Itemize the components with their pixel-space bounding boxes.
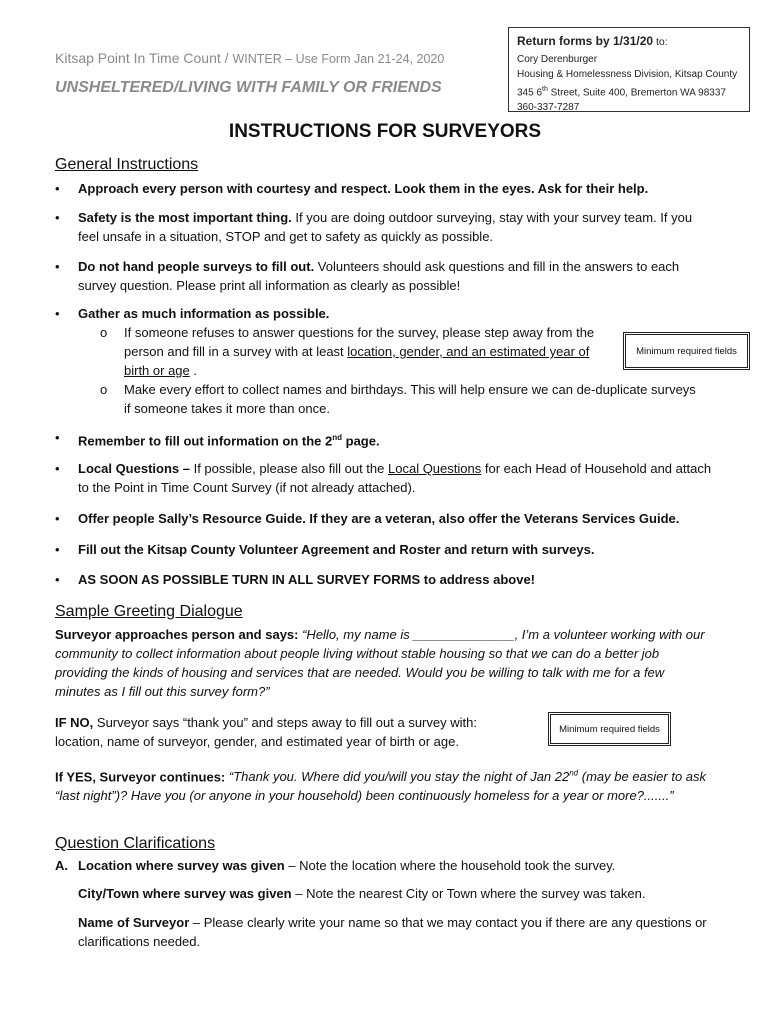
return-box-title: [517, 32, 741, 51]
if-yes-paragraph: [55, 764, 715, 805]
refusal-end: .: [189, 363, 197, 378]
greeting-script: “Hello, my name is ______________, I’m a volunteer working with our community to collect information about people living without stable housing so that we can do a better job providing the kinds of housing and services that are needed. Would you be willing to talk with me for a few minutes as I fill out this survey form?”: [55, 627, 705, 699]
refusal-text: If someone refuses to answer questions for the survey, please step away from the person and fill in a survey with at least: [124, 325, 595, 359]
street-number: 345 6: [517, 87, 543, 99]
form-header-title: [55, 50, 444, 66]
greeting-paragraph: [55, 625, 710, 701]
form-header-subtitle: UNSHELTERED/LIVING WITH FAMILY OR FRIENDS: [55, 79, 442, 96]
local-questions-bold: Local Questions –: [78, 461, 190, 476]
return-to-label: to:: [653, 36, 668, 48]
instruction-volunteer-agreement: Fill out the Kitsap County Volunteer Agreement and Roster and return with surveys.: [78, 542, 595, 557]
clarification-surveyor-name: [78, 913, 708, 951]
clarifications-heading: Question Clarifications: [55, 835, 216, 852]
if-no-bold: IF NO,: [55, 715, 94, 730]
local-questions-text-b: for each Head of Household and attach to the Point in Time Count Survey (if not already attached).: [78, 461, 712, 495]
instruction-gather-info: Gather as much information as possible.: [78, 306, 330, 321]
second-page-ordinal: nd: [332, 433, 343, 442]
instruction-safety: [78, 208, 715, 246]
minimum-required-fields-box: Minimum required fields: [623, 332, 750, 370]
bullet-icon: •: [55, 542, 60, 557]
instruction-safety-bold: Safety is the most important thing.: [78, 210, 292, 225]
if-no-text: Surveyor says “thank you” and steps away to fill out a survey with: location, name of surveyor, gender, and estimated year of birth or age.: [55, 715, 477, 749]
bullet-icon: •: [55, 572, 60, 587]
instruction-second-page: [78, 428, 380, 450]
clarification-location-bold: Location where survey was given: [78, 858, 285, 873]
header-title-main: Kitsap Point In Time Count: [55, 50, 221, 66]
clarification-label: A.: [55, 858, 68, 873]
sub-bullet-icon: o: [100, 325, 108, 340]
general-instructions-heading: General Instructions: [55, 156, 199, 173]
instruction-resource-guide: Offer people Sally’s Resource Guide. If they are a veteran, also offer the Veterans Services Guide.: [78, 511, 680, 526]
street-rest: Street, Suite 400, Bremerton WA 98337: [547, 87, 726, 99]
bullet-icon: •: [55, 511, 60, 526]
sub-list-item: [100, 380, 700, 418]
if-yes-script-b: (may be easier to ask “last night”)? Have you (or anyone in your household) been continuously homeless for a year or more?.......”: [55, 769, 707, 804]
sub-list-item: [100, 323, 610, 380]
list-item: [55, 509, 715, 528]
bullet-icon: •: [55, 306, 60, 321]
return-division: Housing & Homelessness Division, Kitsap County: [517, 69, 738, 80]
list-item: [55, 304, 715, 323]
instruction-courtesy: Approach every person with courtesy and respect. Look them in the eyes. Ask for their help.: [78, 181, 649, 196]
instruction-names-birthdays: Make every effort to collect names and birthdays. This will help ensure we can de-duplicate surveys if someone takes it more than once.: [124, 382, 696, 416]
bullet-icon: •: [55, 181, 60, 196]
return-contact-name: Cory Derenburger: [517, 54, 598, 65]
if-yes-script-a: “Thank you. Where did you/will you stay the night of Jan 22: [225, 769, 570, 785]
street-ordinal: th: [542, 86, 548, 93]
if-yes-bold: If YES, Surveyor continues:: [55, 769, 226, 785]
local-questions-text-a: If possible, please also fill out the: [189, 461, 388, 476]
list-item: [55, 428, 715, 450]
greeting-heading: Sample Greeting Dialogue: [55, 603, 243, 620]
list-item: [55, 570, 715, 589]
instruction-no-handout: [78, 257, 715, 295]
clarification-city-text: – Note the nearest City or Town where the survey was taken.: [291, 886, 646, 901]
list-item: [55, 459, 715, 497]
return-address-box: [508, 27, 750, 112]
minimum-required-fields-box: Minimum required fields: [548, 712, 671, 746]
instruction-no-handout-text: Volunteers should ask questions and fill in the answers to each survey question. Please print all information as clearly as possible!: [78, 259, 680, 293]
return-deadline: Return forms by 1/31/20: [517, 34, 654, 48]
instruction-local-questions: [78, 459, 715, 497]
if-yes-ordinal: nd: [569, 769, 579, 778]
bullet-icon: •: [55, 430, 60, 445]
clarification-location-text: – Note the location where the household took the survey.: [284, 858, 616, 873]
bullet-icon: •: [55, 461, 60, 476]
header-form-dates: WINTER – Use Form Jan 21-24, 2020: [232, 52, 445, 66]
clarification-name-text: – Please clearly write your name so that we may contact you if there are any questions or clarifications needed.: [78, 915, 707, 949]
instruction-refusal: [124, 323, 610, 380]
return-phone: 360-337-7287: [517, 102, 580, 114]
list-item: [55, 179, 715, 198]
second-page-end: page.: [342, 433, 380, 449]
clarification-city-bold: City/Town where survey was given: [78, 886, 292, 901]
header-title-separator: /: [220, 50, 233, 66]
return-street: [517, 82, 741, 100]
second-page-text: Remember to fill out information on the 2: [78, 433, 333, 449]
if-no-paragraph: [55, 713, 525, 751]
sub-bullet-icon: o: [100, 382, 108, 397]
local-questions-underlined: Local Questions: [388, 461, 482, 476]
refusal-required-fields: location, gender, and an estimated year of birth or age: [124, 344, 590, 378]
greeting-intro-bold: Surveyor approaches person and says:: [55, 627, 299, 642]
instruction-safety-text: If you are doing outdoor surveying, stay with your survey team. If you feel unsafe in a situation, STOP and get to safety as quickly as possible.: [78, 210, 693, 244]
bullet-icon: •: [55, 259, 60, 274]
instruction-no-handout-bold: Do not hand people surveys to fill out.: [78, 259, 315, 274]
clarification-name-bold: Name of Surveyor: [78, 915, 190, 930]
clarification-city: [78, 884, 715, 903]
instruction-turn-in-forms: AS SOON AS POSSIBLE TURN IN ALL SURVEY FORMS to address above!: [78, 572, 536, 587]
list-item: [55, 257, 715, 295]
page-title: INSTRUCTIONS FOR SURVEYORS: [228, 121, 542, 142]
list-item: [55, 208, 715, 246]
list-item: [55, 540, 715, 559]
clarification-location: [55, 856, 715, 875]
bullet-icon: •: [55, 210, 60, 225]
